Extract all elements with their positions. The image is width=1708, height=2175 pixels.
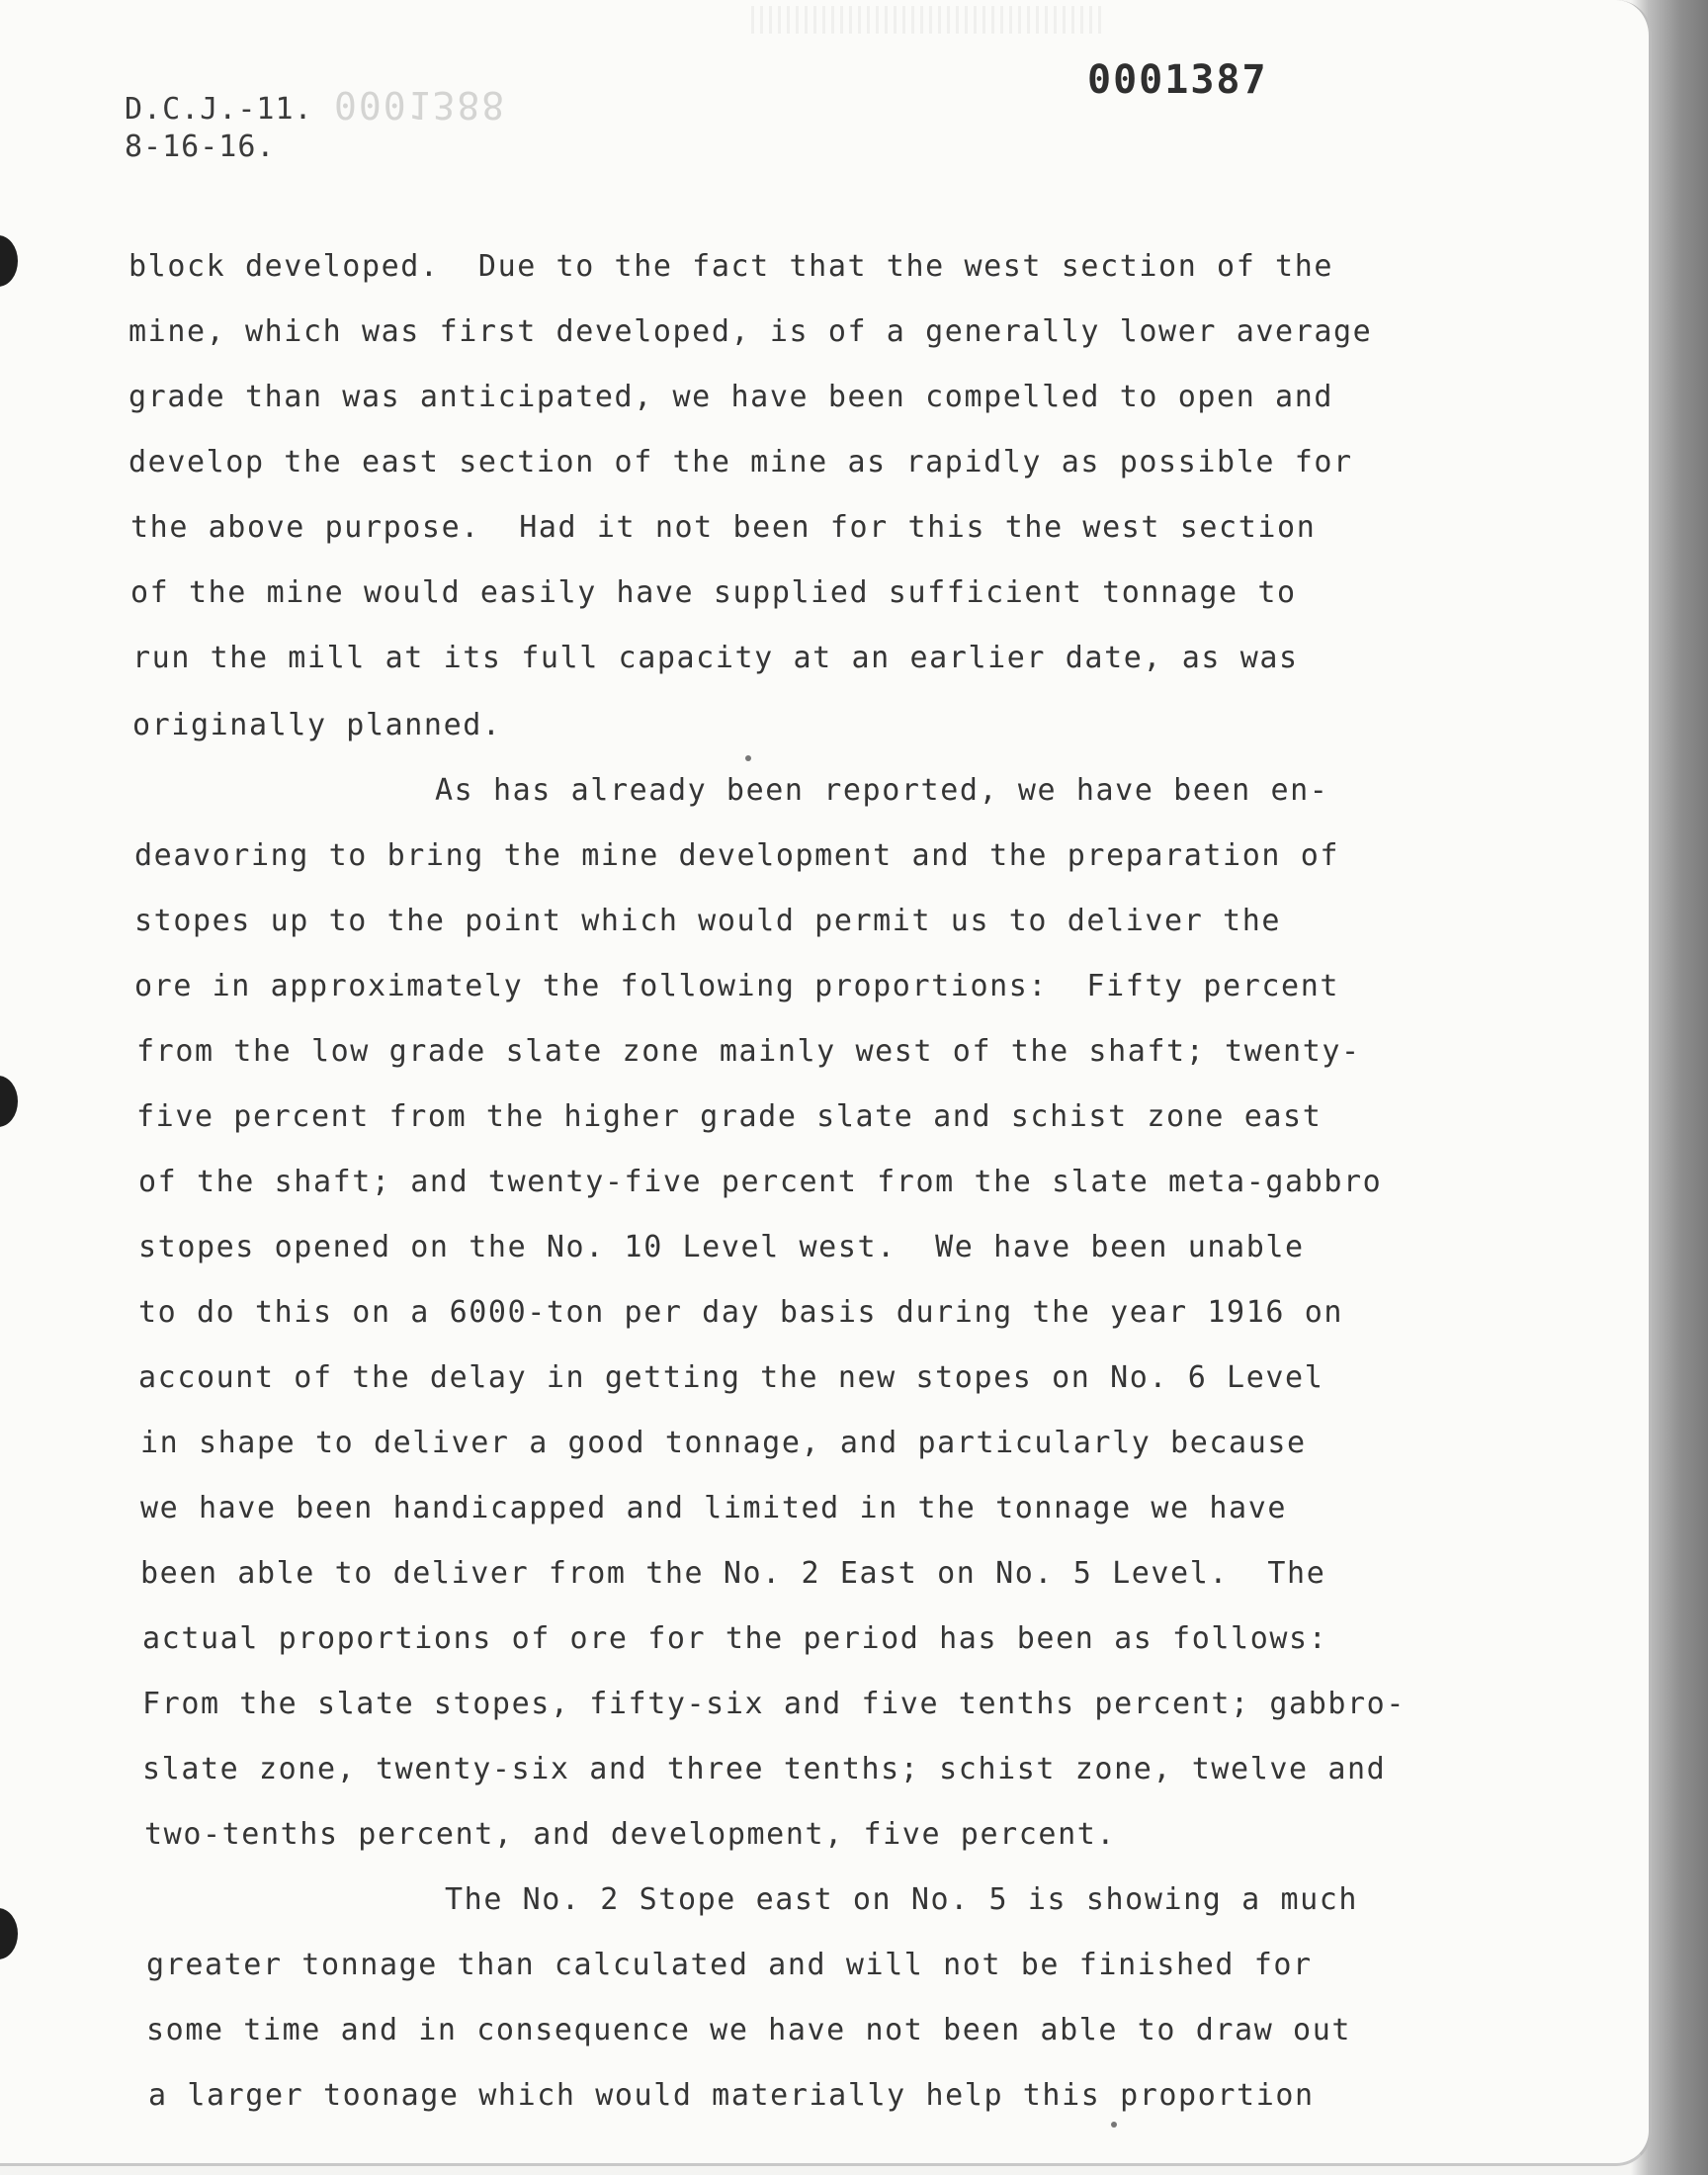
ink-speck xyxy=(1111,2122,1117,2128)
reference-code: D.C.J.-11. xyxy=(125,92,313,127)
body-line: a larger toonage which would materially help this proportion xyxy=(148,2078,1315,2113)
body-line: block developed. Due to the fact that the west section of the xyxy=(128,249,1334,284)
body-line: The No. 2 Stope east on No. 5 is showing a much xyxy=(445,1882,1359,1917)
body-line: account of the delay in getting the new stopes on No. 6 Level xyxy=(138,1360,1324,1395)
body-line: in shape to deliver a good tonnage, and particularly because xyxy=(140,1426,1307,1460)
bleed-through-number: 0001388 xyxy=(334,83,507,127)
body-line: run the mill at its full capacity at an earlier date, as was xyxy=(132,641,1299,675)
body-line: develop the east section of the mine as rapidly as possible for xyxy=(128,445,1353,479)
body-line: originally planned. xyxy=(132,708,502,742)
body-line: slate zone, twenty-six and three tenths; schist zone, twelve and xyxy=(142,1752,1387,1786)
body-line: we have been handicapped and limited in the tonnage we have xyxy=(140,1491,1288,1525)
body-line: the above purpose. Had it not been for this the west section xyxy=(130,510,1317,545)
document-number: 0001387 xyxy=(1087,57,1268,103)
body-line: five percent from the higher grade slate and schist zone east xyxy=(136,1099,1323,1134)
body-line: some time and in consequence we have not been able to draw out xyxy=(146,2013,1352,2047)
ink-speck xyxy=(745,755,751,761)
body-line: of the shaft; and twenty-five percent from the slate meta-gabbro xyxy=(138,1165,1383,1199)
body-line: stopes up to the point which would permit us to deliver the xyxy=(134,904,1282,938)
body-line: ore in approximately the following proportions: Fifty percent xyxy=(134,969,1340,1003)
body-line: to do this on a 6000-ton per day basis during the year 1916 on xyxy=(138,1295,1344,1330)
body-line: deavoring to bring the mine development and the preparation of xyxy=(134,838,1340,873)
body-line: stopes opened on the No. 10 Level west. We have been unable xyxy=(138,1230,1305,1264)
document-reference xyxy=(125,91,313,166)
body-line: of the mine would easily have supplied sufficient tonnage to xyxy=(130,575,1297,610)
body-line: been able to deliver from the No. 2 East on No. 5 Level. The xyxy=(140,1556,1326,1591)
body-line: As has already been reported, we have been en- xyxy=(435,773,1329,808)
body-line: actual proportions of ore for the period has been as follows: xyxy=(142,1621,1328,1656)
body-line: From the slate stopes, fifty-six and five tenths percent; gabbro- xyxy=(142,1687,1406,1721)
body-line: two-tenths percent, and development, five percent. xyxy=(144,1817,1117,1852)
body-line: greater tonnage than calculated and will not be finished for xyxy=(146,1948,1313,1982)
faint-stamp-marks xyxy=(751,6,1107,34)
body-line: mine, which was first developed, is of a generally lower average xyxy=(128,314,1373,349)
body-line: from the low grade slate zone mainly west of the shaft; twenty- xyxy=(136,1034,1361,1069)
body-line: grade than was anticipated, we have been compelled to open and xyxy=(128,380,1334,414)
reference-date: 8-16-16. xyxy=(125,130,276,164)
